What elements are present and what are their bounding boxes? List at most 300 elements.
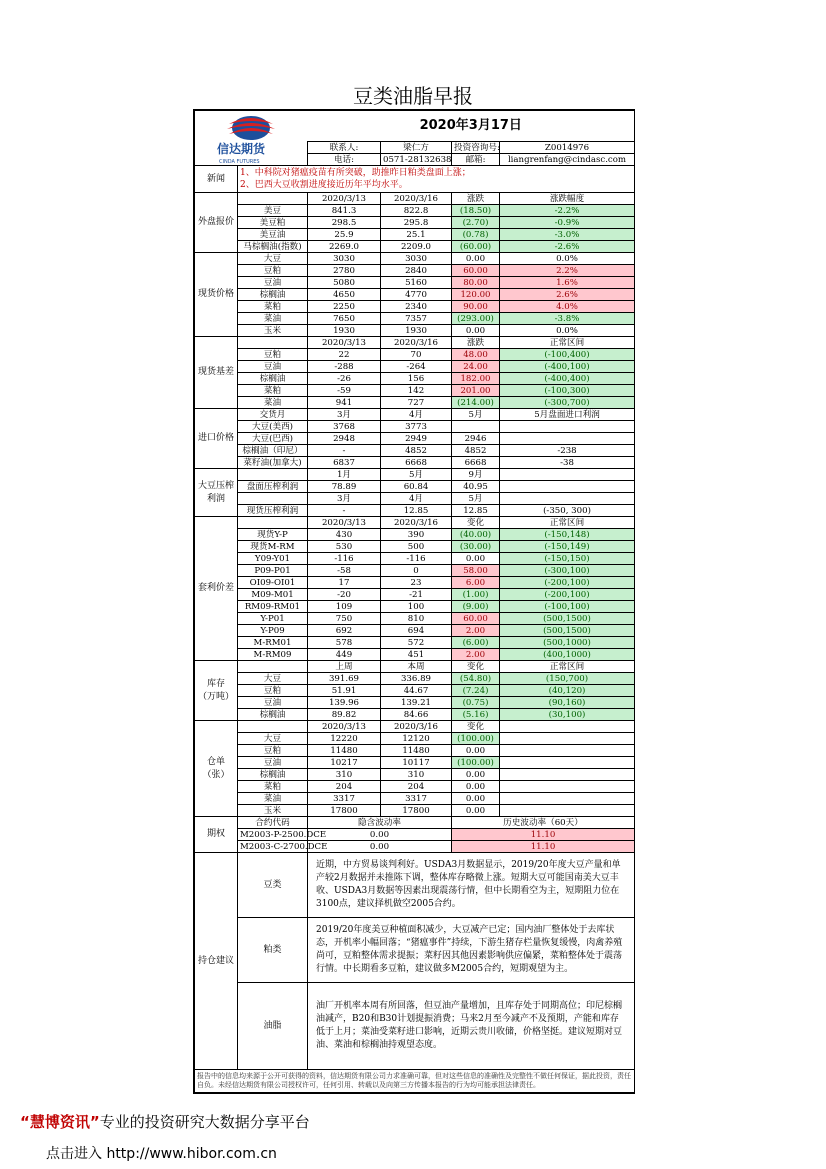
- spread-cell: OI09-OI01: [238, 577, 308, 589]
- import-cell: 4852: [381, 445, 452, 457]
- spot-cell: 1930: [308, 325, 381, 337]
- advice-label: 持仓建议: [195, 853, 238, 1070]
- import-col-header: 交货月: [238, 409, 308, 421]
- option-cell: M2003-C-2700.DCE: [238, 841, 308, 853]
- basis-cell: (214.00): [452, 397, 500, 409]
- spread-row: [195, 553, 635, 565]
- spread-cell: 现货Y-P: [238, 529, 308, 541]
- spread-cell: 100: [381, 601, 452, 613]
- advice-text-oil: 油厂开机率本周有所回落，但豆油产量增加，且库存处于同期高位；印尼棕榈油减产，B20和B30计划提振消费；马来2月至今减产不及预期，产能和库存低于上月；菜油受菜籽进口影响，近期云贵川收储，价格坚挺。建议短期对豆油、菜油和棕榈油持观望态度。: [308, 983, 635, 1070]
- advice-name-soybean: 豆类: [238, 853, 308, 918]
- spread-cell: 694: [381, 625, 452, 637]
- spot-cell: 4.0%: [500, 301, 635, 313]
- import-cell: 6668: [381, 457, 452, 469]
- receipt-cell: [500, 745, 635, 757]
- receipt-row: [195, 745, 635, 757]
- option-cell: M2003-P-2500.DCE: [238, 829, 308, 841]
- spread-cell: M-RM09: [238, 649, 308, 661]
- stock-cell: (40,120): [500, 685, 635, 697]
- spot-cell: 豆粕: [238, 265, 308, 277]
- external-col-header: 2020/3/13: [308, 193, 381, 205]
- import-label-text: 进口价格: [197, 433, 234, 443]
- consult-label: 投资咨询号:: [452, 142, 500, 154]
- phone-label: 电话:: [308, 154, 381, 166]
- receipt-col-header: [500, 721, 635, 733]
- spread-cell: 578: [308, 637, 381, 649]
- cinda-logo-icon: [217, 114, 285, 142]
- external-row: [195, 241, 635, 253]
- crush-cell: 40.95: [452, 481, 500, 493]
- spread-cell: (30.00): [452, 541, 500, 553]
- import-cell: 菜籽油(加拿大): [238, 457, 308, 469]
- receipt-cell: 0.00: [452, 769, 500, 781]
- receipt-cell: 0.00: [452, 745, 500, 757]
- spot-cell: 0.0%: [500, 253, 635, 265]
- basis-cell: 156: [381, 373, 452, 385]
- stock-cell: 391.69: [308, 673, 381, 685]
- spot-label: [195, 253, 238, 337]
- receipt-header-row: [195, 721, 635, 733]
- spread-cell: M09-M01: [238, 589, 308, 601]
- external-row: [195, 217, 635, 229]
- spread-cell: M-RM01: [238, 637, 308, 649]
- receipt-cell: 10117: [381, 757, 452, 769]
- receipt-cell: 10217: [308, 757, 381, 769]
- external-cell: 2209.0: [381, 241, 452, 253]
- receipt-label-text: （张）: [202, 769, 230, 780]
- spread-cell: 572: [381, 637, 452, 649]
- basis-cell: -264: [381, 361, 452, 373]
- external-label-text: 外盘报价: [197, 217, 234, 227]
- advice-text-soybean: 近期，中方贸易谈判利好。USDA3月数据显示，2019/20年度大豆产量和单产较2月数据并未推陈下调，整体库存略微上涨。短期大豆可能国南美大豆丰收、USDA3月数据等因素出现震荡行情，但中长期看空为主，短期阻力位在3100点，建议择机做空2005合约。: [308, 853, 635, 918]
- receipt-cell: 11480: [381, 745, 452, 757]
- external-cell: 841.3: [308, 205, 381, 217]
- report-date: 2020年3月17日: [308, 111, 635, 142]
- spot-cell: 5080: [308, 277, 381, 289]
- spot-cell: 棕榈油: [238, 289, 308, 301]
- import-cell: 3768: [308, 421, 381, 433]
- import-cell: 2949: [381, 433, 452, 445]
- spot-cell: 2780: [308, 265, 381, 277]
- receipt-cell: 11480: [308, 745, 381, 757]
- stock-cell: 大豆: [238, 673, 308, 685]
- spread-cell: Y-P09: [238, 625, 308, 637]
- receipt-cell: 0.00: [452, 793, 500, 805]
- crush-cell: 3月: [308, 493, 381, 505]
- spot-cell: 2250: [308, 301, 381, 313]
- receipt-col-header: 变化: [452, 721, 500, 733]
- import-cell: 3773: [381, 421, 452, 433]
- spread-cell: 810: [381, 613, 452, 625]
- basis-col-header: 涨跌: [452, 337, 500, 349]
- external-cell: 美豆粕: [238, 217, 308, 229]
- spread-cell: 449: [308, 649, 381, 661]
- logo-cell: [195, 111, 308, 166]
- spread-cell: 6.00: [452, 577, 500, 589]
- spot-cell: 7357: [381, 313, 452, 325]
- spread-cell: 530: [308, 541, 381, 553]
- stock-cell: 139.21: [381, 697, 452, 709]
- disclaimer: 报告中的信息均来源于公开可获得的资料，信达期货有限公司力求准确可靠，但对这些信息的准确性及完整性不做任何保证，据此投资，责任自负。未经信达期货有限公司授权许可，任何引用、转载以及向第三方传播本报告的行为均可能承担法律责任。: [195, 1070, 635, 1093]
- external-cell: 295.8: [381, 217, 452, 229]
- receipt-cell: 0.00: [452, 805, 500, 817]
- spot-row: [195, 301, 635, 313]
- stock-col-header: [238, 661, 308, 673]
- external-cell: 25.1: [381, 229, 452, 241]
- import-cell: [500, 433, 635, 445]
- import-col-header: 5月盘面进口利润: [500, 409, 635, 421]
- receipt-row: [195, 805, 635, 817]
- crush-cell: 5月: [452, 493, 500, 505]
- receipt-cell: [500, 757, 635, 769]
- option-cell: 0.00: [308, 829, 452, 841]
- spot-cell: 60.00: [452, 265, 500, 277]
- stock-row: [195, 673, 635, 685]
- import-row: [195, 445, 635, 457]
- spread-cell: (-200,100): [500, 589, 635, 601]
- receipt-cell: [500, 733, 635, 745]
- spot-cell: -3.8%: [500, 313, 635, 325]
- spread-row: [195, 613, 635, 625]
- crush-cell: [500, 493, 635, 505]
- spread-cell: 692: [308, 625, 381, 637]
- option-cell: 11.10: [452, 829, 635, 841]
- external-header-row: [195, 193, 635, 205]
- basis-cell: 24.00: [452, 361, 500, 373]
- spread-cell: 430: [308, 529, 381, 541]
- stock-cell: (90,160): [500, 697, 635, 709]
- import-cell: [500, 421, 635, 433]
- spot-cell: 玉米: [238, 325, 308, 337]
- stock-cell: (5.16): [452, 709, 500, 721]
- spread-cell: (6.00): [452, 637, 500, 649]
- spot-cell: 1.6%: [500, 277, 635, 289]
- spot-label-text: 现货价格: [197, 289, 234, 299]
- crush-label-text: 大豆压榨利润: [197, 480, 234, 504]
- stock-label-text: （万吨）: [197, 691, 234, 702]
- stock-row: [195, 709, 635, 721]
- basis-col-header: 2020/3/16: [381, 337, 452, 349]
- receipt-cell: 12220: [308, 733, 381, 745]
- spread-cell: (1.00): [452, 589, 500, 601]
- spread-cell: (-100,100): [500, 601, 635, 613]
- crush-cell: 现货压榨利润: [238, 505, 308, 517]
- basis-cell: (-400,400): [500, 373, 635, 385]
- advice-text-meal: 2019/20年度美豆种植面积减少，大豆减产已定；国内油厂整体处于去库状态，开机率小幅回落；“猪瘟事件”持续，下游生猪存栏量恢复缓慢，肉禽养殖尚可，豆粕整体需求提振；菜籽因其他因素影响供应偏紧，菜粕整体处于震荡行情。中长期看多豆粕，建议做多M2005合约，短期观望为主。: [308, 918, 635, 983]
- basis-cell: 201.00: [452, 385, 500, 397]
- stock-col-header: 正常区间: [500, 661, 635, 673]
- receipt-row: [195, 781, 635, 793]
- import-cell: [452, 421, 500, 433]
- stock-cell: 84.66: [381, 709, 452, 721]
- crush-label: [195, 469, 238, 517]
- receipt-cell: 菜粕: [238, 781, 308, 793]
- spread-cell: -116: [381, 553, 452, 565]
- basis-cell: 727: [381, 397, 452, 409]
- receipt-cell: 菜油: [238, 793, 308, 805]
- receipt-cell: [500, 769, 635, 781]
- receipt-cell: 310: [308, 769, 381, 781]
- option-col-header: 合约代码: [238, 817, 308, 829]
- basis-row: [195, 373, 635, 385]
- basis-cell: 菜粕: [238, 385, 308, 397]
- stock-row: [195, 697, 635, 709]
- external-cell: -2.6%: [500, 241, 635, 253]
- import-cell: 6837: [308, 457, 381, 469]
- option-cell: 11.10: [452, 841, 635, 853]
- basis-header-row: [195, 337, 635, 349]
- stock-cell: (0.75): [452, 697, 500, 709]
- basis-row: [195, 397, 635, 409]
- spot-cell: 菜粕: [238, 301, 308, 313]
- stock-col-header: 变化: [452, 661, 500, 673]
- external-col-header: 2020/3/16: [381, 193, 452, 205]
- crush-cell: [238, 493, 308, 505]
- import-cell: 棕榈油（印尼）: [238, 445, 308, 457]
- stock-col-header: 本周: [381, 661, 452, 673]
- import-col-header: 4月: [381, 409, 452, 421]
- crush-cell: [238, 469, 308, 481]
- basis-col-header: 正常区间: [500, 337, 635, 349]
- import-cell: 大豆(美西): [238, 421, 308, 433]
- spread-cell: 2.00: [452, 649, 500, 661]
- spread-cell: 现货M-RM: [238, 541, 308, 553]
- receipt-row: [195, 757, 635, 769]
- external-row: [195, 205, 635, 217]
- receipt-cell: 大豆: [238, 733, 308, 745]
- stock-row: [195, 685, 635, 697]
- receipt-cell: 棕榈油: [238, 769, 308, 781]
- external-cell: 25.9: [308, 229, 381, 241]
- crush-row: [195, 505, 635, 517]
- basis-cell: (-100,300): [500, 385, 635, 397]
- crush-row: [195, 469, 635, 481]
- crush-cell: -: [308, 505, 381, 517]
- receipt-label: [195, 721, 238, 817]
- stock-cell: 豆粕: [238, 685, 308, 697]
- spread-row: [195, 649, 635, 661]
- basis-row: [195, 361, 635, 373]
- option-col-header: 历史波动率（60天）: [452, 817, 635, 829]
- basis-cell: 142: [381, 385, 452, 397]
- spread-cell: 390: [381, 529, 452, 541]
- spread-row: [195, 637, 635, 649]
- spread-cell: -20: [308, 589, 381, 601]
- basis-cell: 941: [308, 397, 381, 409]
- spot-cell: 0.0%: [500, 325, 635, 337]
- stock-col-header: 上周: [308, 661, 381, 673]
- basis-cell: (-300,700): [500, 397, 635, 409]
- data-sections: [195, 193, 635, 853]
- external-cell: (2.70): [452, 217, 500, 229]
- stock-cell: 89.82: [308, 709, 381, 721]
- email-value: liangrenfang@cindasc.com: [500, 154, 635, 166]
- stock-cell: (150,700): [500, 673, 635, 685]
- spread-cell: 17: [308, 577, 381, 589]
- receipt-cell: 3317: [381, 793, 452, 805]
- spot-row: [195, 277, 635, 289]
- spread-cell: (500,1000): [500, 637, 635, 649]
- external-cell: 美豆油: [238, 229, 308, 241]
- spot-cell: 2.6%: [500, 289, 635, 301]
- option-row: [195, 829, 635, 841]
- stock-cell: 51.91: [308, 685, 381, 697]
- crush-cell: 4月: [381, 493, 452, 505]
- spread-cell: (-300,100): [500, 565, 635, 577]
- crush-row: [195, 481, 635, 493]
- receipt-row: [195, 793, 635, 805]
- hibor-link[interactable]: 点击进入 http://www.hibor.com.cn: [46, 1146, 277, 1162]
- spread-cell: 2.00: [452, 625, 500, 637]
- stock-cell: 44.67: [381, 685, 452, 697]
- basis-cell: 182.00: [452, 373, 500, 385]
- stock-cell: 豆油: [238, 697, 308, 709]
- hibor-slogan: [20, 1111, 310, 1132]
- spread-col-header: 2020/3/16: [381, 517, 452, 529]
- spot-cell: (293.00): [452, 313, 500, 325]
- receipt-label-text: 仓单: [206, 756, 225, 767]
- spread-cell: 451: [381, 649, 452, 661]
- spread-row: [195, 541, 635, 553]
- option-col-header: 隐含波动率: [308, 817, 452, 829]
- basis-row: [195, 385, 635, 397]
- external-cell: 马棕榈油(指数): [238, 241, 308, 253]
- external-col-header: [238, 193, 308, 205]
- crush-cell: (-350, 300): [500, 505, 635, 517]
- external-cell: 2269.0: [308, 241, 381, 253]
- basis-cell: 豆油: [238, 361, 308, 373]
- import-cell: -38: [500, 457, 635, 469]
- spread-cell: 500: [381, 541, 452, 553]
- report-table: [194, 110, 635, 1093]
- spot-cell: 4650: [308, 289, 381, 301]
- contact-value: 梁仁方: [381, 142, 452, 154]
- spread-cell: 109: [308, 601, 381, 613]
- option-header-row: [195, 817, 635, 829]
- spread-cell: (-150,150): [500, 553, 635, 565]
- import-cell: 2946: [452, 433, 500, 445]
- hibor-brand: “慧博资讯”: [20, 1113, 100, 1131]
- crush-cell: 12.85: [452, 505, 500, 517]
- spot-row: [195, 265, 635, 277]
- stock-header-row: [195, 661, 635, 673]
- receipt-cell: (100.00): [452, 733, 500, 745]
- basis-cell: (-400,100): [500, 361, 635, 373]
- spread-cell: (400,1000): [500, 649, 635, 661]
- basis-col-header: 2020/3/13: [308, 337, 381, 349]
- basis-cell: 豆粕: [238, 349, 308, 361]
- import-row: [195, 457, 635, 469]
- receipt-cell: 12120: [381, 733, 452, 745]
- external-cell: (0.78): [452, 229, 500, 241]
- spread-row: [195, 601, 635, 613]
- report-sheet: [193, 109, 635, 1094]
- spread-row: [195, 577, 635, 589]
- spread-col-header: 2020/3/13: [308, 517, 381, 529]
- spot-cell: 90.00: [452, 301, 500, 313]
- spread-label: [195, 517, 238, 661]
- email-label: 邮箱:: [452, 154, 500, 166]
- contact-label: 联系人:: [308, 142, 381, 154]
- external-row: [195, 229, 635, 241]
- import-label: [195, 409, 238, 469]
- external-cell: -2.2%: [500, 205, 635, 217]
- import-row: [195, 421, 635, 433]
- spread-cell: (-200,100): [500, 577, 635, 589]
- option-cell: 0.00: [308, 841, 452, 853]
- external-cell: (18.50): [452, 205, 500, 217]
- spread-col-header: [238, 517, 308, 529]
- external-cell: 822.8: [381, 205, 452, 217]
- receipt-row: [195, 733, 635, 745]
- stock-cell: 棕榈油: [238, 709, 308, 721]
- basis-col-header: [238, 337, 308, 349]
- report-title: 豆类油脂早报: [353, 84, 473, 108]
- spread-cell: -58: [308, 565, 381, 577]
- spread-cell: (9.00): [452, 601, 500, 613]
- import-cell: 大豆(巴西): [238, 433, 308, 445]
- spread-row: [195, 625, 635, 637]
- stock-cell: (7.24): [452, 685, 500, 697]
- basis-cell: -26: [308, 373, 381, 385]
- import-row: [195, 433, 635, 445]
- spot-cell: 菜油: [238, 313, 308, 325]
- spread-cell: 60.00: [452, 613, 500, 625]
- basis-cell: -288: [308, 361, 381, 373]
- receipt-cell: 0.00: [452, 781, 500, 793]
- spot-cell: 4770: [381, 289, 452, 301]
- spot-row: [195, 253, 635, 265]
- logo-text: 信达期货: [217, 142, 266, 156]
- external-col-header: 涨跌幅度: [500, 193, 635, 205]
- news-content: [238, 166, 635, 193]
- crush-cell: 60.84: [381, 481, 452, 493]
- receipt-col-header: 2020/3/16: [381, 721, 452, 733]
- receipt-cell: 17800: [308, 805, 381, 817]
- spread-cell: RM09-RM01: [238, 601, 308, 613]
- spread-cell: (40.00): [452, 529, 500, 541]
- spot-cell: 7650: [308, 313, 381, 325]
- external-label: [195, 193, 238, 253]
- spread-cell: (-150,148): [500, 529, 635, 541]
- spot-cell: 3030: [381, 253, 452, 265]
- receipt-cell: 204: [381, 781, 452, 793]
- spread-cell: 58.00: [452, 565, 500, 577]
- external-cell: (60.00): [452, 241, 500, 253]
- receipt-row: [195, 769, 635, 781]
- news-item: 2、巴西大豆收割进度接近历年平均水平。: [240, 180, 408, 190]
- option-row: [195, 841, 635, 853]
- import-cell: 4852: [452, 445, 500, 457]
- crush-cell: 12.85: [381, 505, 452, 517]
- spread-cell: P09-P01: [238, 565, 308, 577]
- news-item: 1、中科院对猪瘟疫苗有所突破，助推昨日粕类盘面上涨；: [240, 168, 471, 178]
- advice-name-meal: 粕类: [238, 918, 308, 983]
- external-cell: 298.5: [308, 217, 381, 229]
- logo-subtext: CINDA FUTURES: [219, 159, 260, 165]
- spot-cell: 120.00: [452, 289, 500, 301]
- receipt-col-header: [238, 721, 308, 733]
- stock-label-text: 库存: [206, 678, 225, 689]
- stock-cell: 139.96: [308, 697, 381, 709]
- spread-cell: Y09-Y01: [238, 553, 308, 565]
- import-cell: 6668: [452, 457, 500, 469]
- advice-name-oil: 油脂: [238, 983, 308, 1070]
- receipt-cell: [500, 805, 635, 817]
- spread-row: [195, 565, 635, 577]
- spread-cell: Y-P01: [238, 613, 308, 625]
- spot-row: [195, 289, 635, 301]
